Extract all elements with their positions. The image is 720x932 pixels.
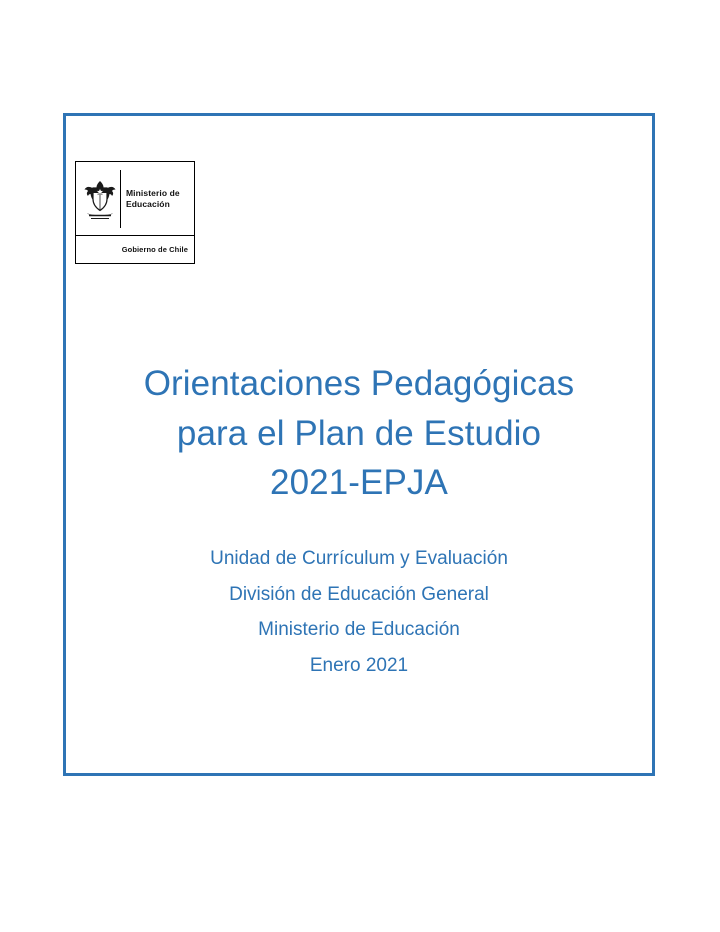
logo-ministry-line2: Educación [126, 198, 170, 209]
subtitle-line-1: Unidad de Currículum y Evaluación [210, 548, 508, 569]
cover-title [66, 359, 652, 508]
logo-divider [120, 170, 121, 228]
cover-subtitle [66, 541, 652, 684]
logo-ministry-line1: Ministerio de [126, 188, 180, 199]
logo-primary-row [76, 162, 194, 236]
subtitle-line-3: Ministerio de Educación [258, 619, 460, 641]
title-line-3: 2021-EPJA [270, 463, 448, 503]
chile-coat-of-arms-icon [82, 174, 118, 224]
title-line-2: para el Plan de Estudio [176, 413, 542, 453]
logo-wordmark [126, 188, 180, 208]
logo-government-row [76, 235, 194, 263]
ministry-logo [75, 161, 195, 264]
logo-government-label: Gobierno de Chile [121, 244, 188, 254]
cover-frame [63, 113, 655, 776]
subtitle-line-2: División de Educación General [229, 583, 489, 605]
title-line-1: Orientaciones Pedagógicas [143, 364, 575, 403]
subtitle-line-4: Enero 2021 [309, 655, 409, 677]
